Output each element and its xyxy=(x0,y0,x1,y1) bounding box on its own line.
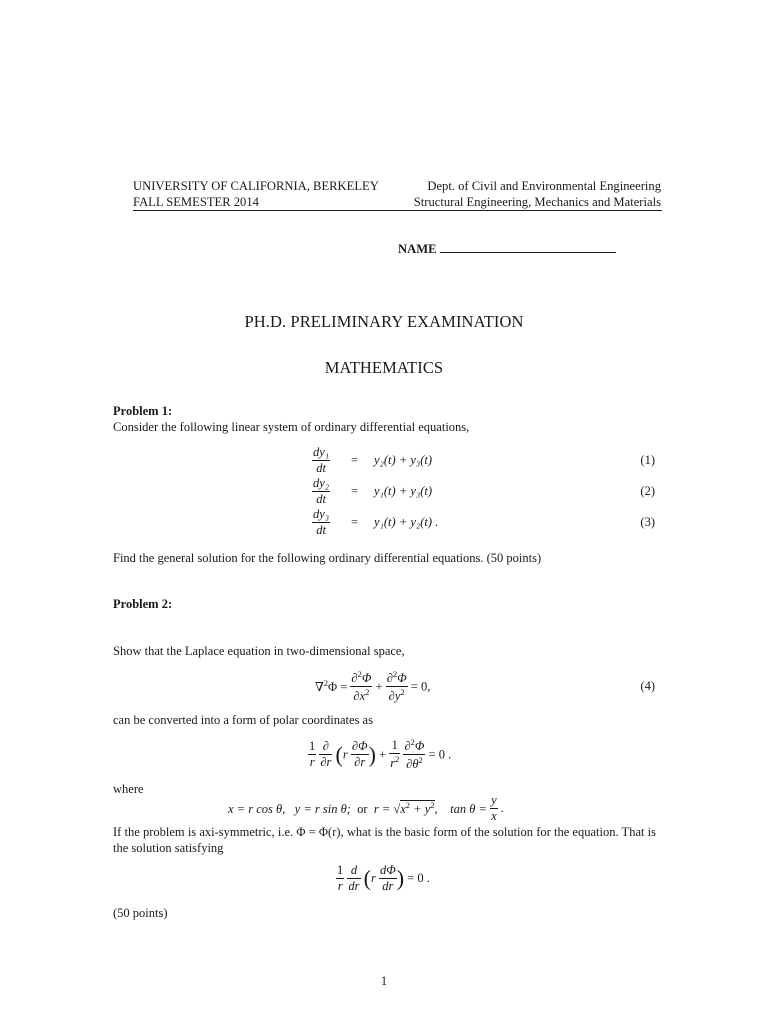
problem-1-task: Find the general solution for the following ordinary differential equations. (50 points) xyxy=(113,551,542,565)
axi-symmetric-equation: $\frac{1}{r}$ $\frac{d}{dr}$ (r $\frac{d\Phi}{dr}$ ) = 0 . xyxy=(337,863,430,894)
department-name: Dept. of Civil and Environmental Engineering xyxy=(427,179,661,193)
university-name: UNIVERSITY OF CALIFORNIA, BERKELEY xyxy=(133,179,379,193)
equation-2 xyxy=(0,477,768,507)
header-line-2 xyxy=(133,195,661,210)
eq2-rhs: y₁(t) + y₃(t) xyxy=(374,484,433,498)
eq2-label: (2) xyxy=(640,484,655,498)
eq1-derivative: $\frac{\text{dy₁}}{dt}$ xyxy=(313,445,330,476)
header-rule xyxy=(133,210,662,211)
eq3-rhs: y₁(t) + y₂(t) . xyxy=(374,515,439,529)
problem-1-heading: Problem 1: xyxy=(113,404,173,418)
name-blank-line[interactable] xyxy=(440,240,616,253)
eq2-equals: = xyxy=(351,484,359,498)
laplace-equation: ∇$^2$Φ = $\frac{\partial^2\Phi}{\partial x^2}$ + $\frac{\partial^2\Phi}{\partial y^2}$ = 0, xyxy=(315,669,431,704)
semester: FALL SEMESTER 2014 xyxy=(133,195,259,209)
polar-laplace-equation: $\frac{1}{r}$ $\frac{\partial}{\partial r}$ (r $\frac{\partial\Phi}{\partial r}$ ) + $\frac{1}{r^2}$ $\frac{\partial^2\Phi}{\partial\theta^2}$ = 0 . xyxy=(309,737,452,772)
subject-title: MATHEMATICS xyxy=(324,358,444,377)
problem-2-intro: Show that the Laplace equation in two-dimensional space, xyxy=(113,644,405,658)
name-field xyxy=(398,240,616,257)
axi-symmetric-text: If the problem is axi-symmetric, i.e. Φ = Φ(r), what is the basic form of the solution for the equation. That is the solution satisfying xyxy=(113,825,656,855)
program-name: Structural Engineering, Mechanics and Materials xyxy=(413,195,661,209)
problem-2-heading: Problem 2: xyxy=(113,597,173,611)
header-line-1 xyxy=(133,179,661,194)
eq1-rhs: y₂(t) + y₃(t) xyxy=(374,453,433,467)
eq1-label: (1) xyxy=(640,453,655,467)
eq1-equals: = xyxy=(351,453,359,467)
problem-2-points: (50 points) xyxy=(113,906,168,920)
converted-text: can be converted into a form of polar coordinates as xyxy=(113,713,373,727)
eq3-equals: = xyxy=(351,515,359,529)
exam-title: PH.D. PRELIMINARY EXAMINATION xyxy=(244,312,524,331)
equation-1 xyxy=(0,446,768,476)
eq2-derivative: $\frac{\text{dy₂}}{dt}$ xyxy=(313,476,330,507)
problem-1-intro: Consider the following linear system of ordinary differential equations, xyxy=(113,420,470,434)
where-text: where xyxy=(113,782,144,796)
name-label: NAME xyxy=(398,242,437,256)
eq4-label: (4) xyxy=(640,679,655,693)
page-number: 1 xyxy=(380,974,388,988)
eq3-label: (3) xyxy=(640,515,655,529)
coordinate-relations: x = r cos θ, y = r sin θ; or $r = √x^2 + y^2$, tan θ = $\frac{y}{x}$ . xyxy=(228,793,504,824)
equation-3 xyxy=(0,508,768,538)
eq3-derivative: $\frac{\text{dy₃}}{dt}$ xyxy=(313,507,330,538)
